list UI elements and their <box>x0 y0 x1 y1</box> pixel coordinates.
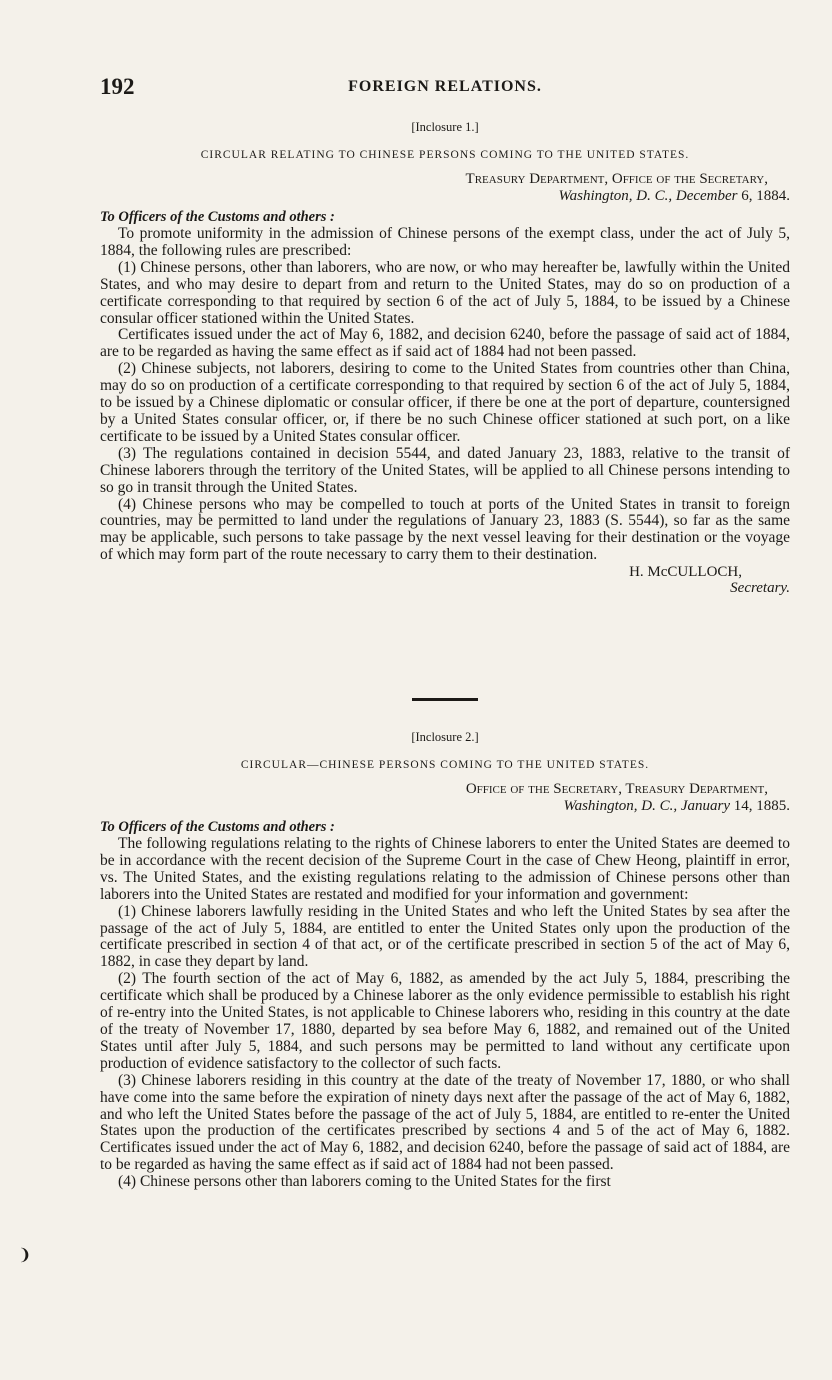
date-line <box>100 188 790 205</box>
date-day-year: 6, 1884. <box>741 188 790 204</box>
margin-mark: ❩ <box>18 1247 32 1264</box>
paragraph: To promote uniformity in the admission of Chinese persons of the exempt class, under the act of July 5, 1884, the following rules are prescribed: <box>100 225 790 259</box>
page-header <box>100 74 790 104</box>
signature-title: Secretary. <box>730 580 790 597</box>
paragraph: (1) Chinese persons, other than laborers, who are now, or who may hereafter be, lawfully within the United States, and who may desire to depart from and return to the United States, may do so on production of a certificate corresponding to that required by section 6 of the act of July 5, 1884, to be issued by a Chinese consular officer stationed within the United States. <box>100 258 790 327</box>
department-line: Office of the Secretary, Treasury Department, <box>465 781 768 797</box>
paragraph: The following regulations relating to the rights of Chinese laborers to enter the United States are deemed to be in accordance with the recent decision of the Supreme Court in the case of Chew Heong, plaintiff in error, vs. The United States, and the existing regulations relating to the admission of Chinese persons other than laborers into the United States are restated and modified for your information and government: <box>100 835 790 903</box>
inclosure-2 <box>100 730 790 1191</box>
inclosure-1 <box>100 120 790 596</box>
date-place: Washington, D. C., January <box>563 798 730 814</box>
paragraph: Certificates issued under the act of May 6, 1882, and decision 6240, before the passage of said act of 1884, are to be regarded as having the same effect as if said act of 1884 had not been passed. <box>100 326 790 361</box>
paragraph: (2) The fourth section of the act of May 6, 1882, as amended by the act July 5, 1884, prescribing the certificate which shall be produced by a Chinese laborer as the only evidence permissible to establish his right of re-entry into the United States, is not applicable to Chinese laborers who, residing in this country at the date of the treaty of November 17, 1880, departed by sea before May 6, 1882, and remained out of the United States until after July 5, 1884, and such persons may be permitted to land without any certificate upon production of evidence satisfactory to the collector of such facts. <box>100 970 790 1072</box>
section-divider <box>412 698 478 701</box>
paragraph: (3) The regulations contained in decision 5544, and dated January 23, 1883, relative to the transit of Chinese laborers through the territory of the United States, will be applied to all Chinese persons intending to so go in transit through the United States. <box>100 444 790 496</box>
date-day-year: 14, 1885. <box>733 798 790 814</box>
inclosure-label: [Inclosure 2.] <box>411 730 479 744</box>
department-line: Treasury Department, Office of the Secretary, <box>465 171 768 187</box>
paragraph: (4) Chinese persons other than laborers coming to the United States for the first <box>118 1173 611 1191</box>
paragraph: (4) Chinese persons who may be compelled to touch at ports of the United States in transit to foreign countries, may be permitted to land under the regulations of January 23, 1883 (S. 5544), so far as the same may be applicable, such persons to take passage by the next vessel leaving for their destination or the voyage of which may form part of the route necessary to carry them to their destination. <box>100 495 790 564</box>
date-line <box>100 798 790 815</box>
circular-title: CIRCULAR—CHINESE PERSONS COMING TO THE UNITED STATES. <box>240 759 650 771</box>
paragraph: (1) Chinese laborers lawfully residing in the United States and who left the United States by sea after the passage of the act of July 5, 1884, are entitled to enter the United States only upon the production of the certificate prescribed in section 4 of that act, or of the certificate prescribed in section 5 of the act of May 6, 1882, in case they depart by land. <box>100 902 790 971</box>
circular-title: CIRCULAR RELATING TO CHINESE PERSONS COMING TO THE UNITED STATES. <box>200 149 690 161</box>
inclosure-label: [Inclosure 1.] <box>411 120 479 134</box>
running-title: FOREIGN RELATIONS. <box>348 78 542 95</box>
page-number: 192 <box>100 74 135 99</box>
signature-name: H. McCULLOCH, <box>629 564 742 581</box>
salutation: To Officers of the Customs and others : <box>100 209 335 225</box>
date-place: Washington, D. C., December <box>558 188 738 204</box>
paragraph: (3) Chinese laborers residing in this country at the date of the treaty of November 17, 1880, or who shall have come into the same before the expiration of ninety days next after the passage of the act of May 6, 1882, and who left the United States before the passage of the act of July 5, 1884, are entitled to re-enter the United States upon the production of the certificates prescribed by sections 4 and 5 of the act of May 6, 1882. Certificates issued under the act of May 6, 1882, and decision 6240, before the passage of said act of 1884, are to be regarded as having the same effect as if said act of 1884 had not been passed. <box>100 1071 790 1174</box>
paragraph: (2) Chinese subjects, not laborers, desiring to come to the United States from countries other than China, may do so on production of a certificate corresponding to that required by section 6 of the act of July 5, 1884, to be issued by a Chinese diplomatic or consular officer, if there be one at the port of departure, countersigned by a United States consular officer, or, if there be no such Chinese officer stationed at such port, on a like certificate to be issued by a United States consular officer. <box>100 360 790 445</box>
salutation: To Officers of the Customs and others : <box>100 819 335 835</box>
